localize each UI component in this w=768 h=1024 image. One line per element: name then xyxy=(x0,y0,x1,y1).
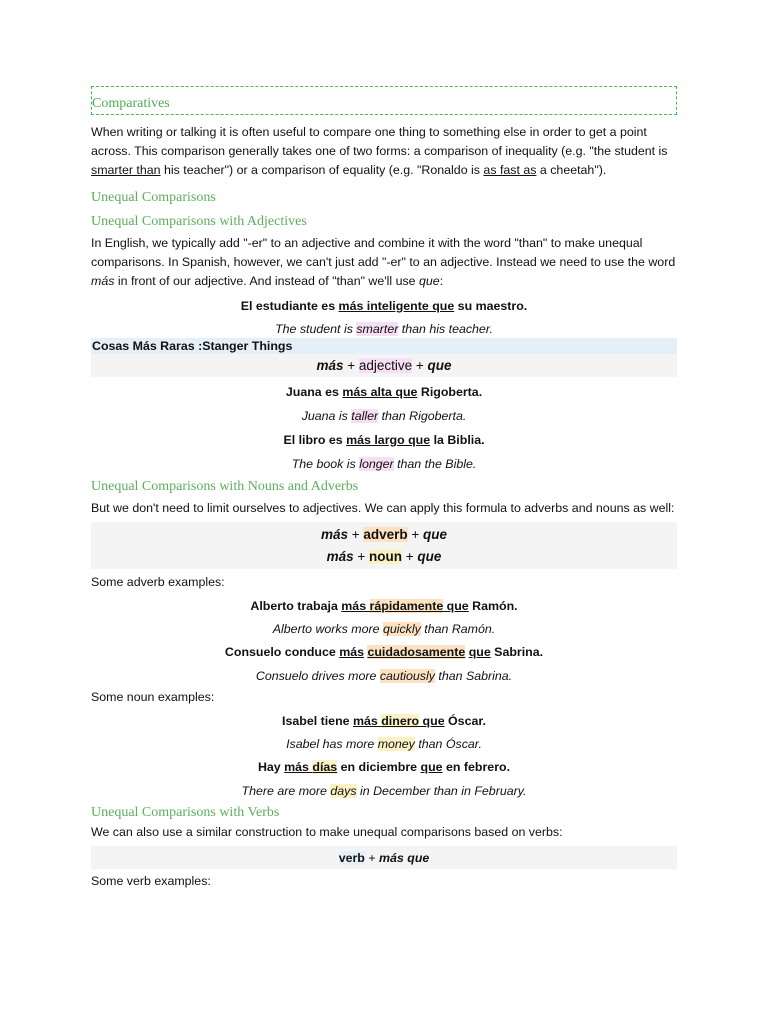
translation-text: There are more xyxy=(241,784,331,799)
example-text: Alberto trabaja xyxy=(250,599,342,614)
example-underline: que xyxy=(420,760,443,775)
translation-text: than Óscar. xyxy=(414,737,482,752)
translation-text: than Sabrina. xyxy=(434,669,513,684)
formula-verb-word: verb xyxy=(338,850,365,865)
translation-text: than the Bible. xyxy=(393,456,477,471)
nouns-paragraph: But we don't need to limit ourselves to adjectives. We can apply this formula to adverbs and nouns as well: xyxy=(91,500,675,515)
formula-mas: más xyxy=(320,526,348,542)
example-text: El estudiante es xyxy=(240,298,339,313)
example-text: Sabrina. xyxy=(490,645,544,660)
title-frame xyxy=(91,86,677,115)
example-translation xyxy=(91,620,677,638)
translation-text: Isabel has more xyxy=(286,737,378,752)
example-underline: más inteligente que xyxy=(338,298,455,313)
adjectives-paragraph xyxy=(91,234,677,290)
example-underline: que xyxy=(468,645,491,660)
intro-text: a cheetah"). xyxy=(536,162,607,177)
example-text: Rigoberta. xyxy=(417,384,483,399)
formula-mas: más xyxy=(326,548,354,564)
translation-highlight: quickly xyxy=(382,622,421,637)
example-text: en diciembre xyxy=(337,760,421,775)
translation-highlight: smarter xyxy=(356,321,399,336)
adj-text: : xyxy=(439,273,444,288)
formula-mas-que: más que xyxy=(379,850,430,865)
formula-plus: + xyxy=(412,357,428,373)
banner-strip: Cosas Más Raras :Stanger Things xyxy=(91,338,677,354)
translation-text: The student is xyxy=(275,321,357,336)
formula-noun xyxy=(91,545,677,569)
example-text: Isabel tiene xyxy=(282,714,353,729)
document-page xyxy=(91,86,677,891)
translation-highlight: cautiously xyxy=(379,669,435,684)
adj-text: In English, we typically add "-er" to an adjective and combine it with the word "than" to make unequal comparisons. In Spanish, however, we can't just add "-er" to an adjective. Instead we need to use the word xyxy=(91,236,676,270)
example-translation xyxy=(91,455,677,473)
verbs-paragraph: We can also use a similar construction to make unequal comparisons based on verbs: xyxy=(91,825,563,840)
translation-text: than Ramón. xyxy=(420,622,496,637)
intro-text: his teacher") or a comparison of equality (e.g. "Ronaldo is xyxy=(160,162,484,177)
example-sentence xyxy=(91,643,677,661)
verb-examples-label: Some verb examples: xyxy=(91,873,211,888)
intro-underline-smarter: smarter than xyxy=(91,162,161,177)
translation-highlight: longer xyxy=(359,456,394,471)
example-text: Óscar. xyxy=(444,714,486,729)
translation-text: The book is xyxy=(291,456,360,471)
translation-text: Juana is xyxy=(301,408,352,423)
formula-plus: + xyxy=(347,526,364,542)
adj-mas: más xyxy=(91,273,115,288)
intro-paragraph xyxy=(91,123,677,179)
formula-adjective-word: adjective xyxy=(358,357,413,373)
intro-underline-asfast: as fast as xyxy=(483,162,537,177)
example-underline-highlight: rápidamente xyxy=(369,599,444,614)
page-title: Comparatives xyxy=(92,96,170,111)
example-text: El libro es xyxy=(283,432,347,447)
translation-text: Alberto works more xyxy=(272,622,383,637)
formula-mas: más xyxy=(316,357,344,373)
heading-adjectives: Unequal Comparisons with Adjectives xyxy=(91,214,307,230)
example-sentence xyxy=(91,383,677,401)
example-underline-highlight: cuidadosamente xyxy=(367,645,466,660)
example-sentence xyxy=(91,297,677,315)
translation-highlight: money xyxy=(377,737,415,752)
example-underline: más xyxy=(341,599,370,614)
example-underline: que xyxy=(419,714,445,729)
example-translation xyxy=(91,667,677,685)
example-translation xyxy=(91,320,677,338)
formula-que: que xyxy=(427,357,452,373)
formula-adjective xyxy=(91,354,677,377)
formula-que: que xyxy=(417,548,442,564)
example-text: Juana es xyxy=(285,384,343,399)
example-underline: más xyxy=(284,760,313,775)
example-sentence xyxy=(91,431,677,449)
translation-text: than Rigoberta. xyxy=(378,408,467,423)
adj-text: in front of our adjective. And instead of "than" we'll use xyxy=(114,273,420,288)
example-underline: que xyxy=(443,599,469,614)
example-text: su maestro. xyxy=(454,298,528,313)
example-underline: más largo que xyxy=(346,432,431,447)
adj-que: que xyxy=(419,273,440,288)
example-sentence xyxy=(91,758,677,776)
example-text: Ramón. xyxy=(468,599,518,614)
noun-examples-label: Some noun examples: xyxy=(91,690,215,705)
example-underline: más xyxy=(339,645,365,660)
translation-highlight: taller xyxy=(351,408,379,423)
formula-que: que xyxy=(423,526,448,542)
translation-text: Consuelo drives more xyxy=(255,669,380,684)
heading-verbs: Unequal Comparisons with Verbs xyxy=(91,805,280,821)
translation-text: in December than in February. xyxy=(356,784,527,799)
example-text: en febrero. xyxy=(442,760,511,775)
translation-text: than his teacher. xyxy=(398,321,493,336)
formula-plus: + xyxy=(343,357,359,373)
example-underline-highlight: días xyxy=(312,760,338,775)
heading-unequal: Unequal Comparisons xyxy=(91,190,216,206)
example-underline-highlight: dinero xyxy=(381,714,420,729)
intro-text: When writing or talking it is often useful to compare one thing to something else in order to get a point across. This comparison generally takes one of two forms: a comparison of inequality (e.g. "the student is xyxy=(91,125,668,158)
example-translation xyxy=(91,782,677,800)
example-text: la Biblia. xyxy=(430,432,485,447)
formula-plus: + xyxy=(364,850,380,865)
example-text: Consuelo conduce xyxy=(224,645,340,660)
example-sentence xyxy=(91,597,677,615)
translation-highlight: days xyxy=(330,784,357,799)
example-underline: más xyxy=(352,714,382,729)
example-translation xyxy=(91,407,677,425)
formula-adverb xyxy=(91,522,677,545)
formula-adverb-word: adverb xyxy=(363,526,408,542)
formula-verb xyxy=(91,846,677,869)
example-translation xyxy=(91,735,677,753)
example-sentence xyxy=(91,712,677,730)
heading-nouns-adverbs: Unequal Comparisons with Nouns and Adverbs xyxy=(91,478,359,494)
example-text: Hay xyxy=(257,760,285,775)
formula-plus: + xyxy=(353,548,369,564)
formula-plus: + xyxy=(402,548,418,564)
formula-plus: + xyxy=(407,526,424,542)
example-underline: más alta que xyxy=(342,384,418,399)
adverb-examples-label: Some adverb examples: xyxy=(91,574,225,589)
formula-noun-word: noun xyxy=(369,548,402,564)
